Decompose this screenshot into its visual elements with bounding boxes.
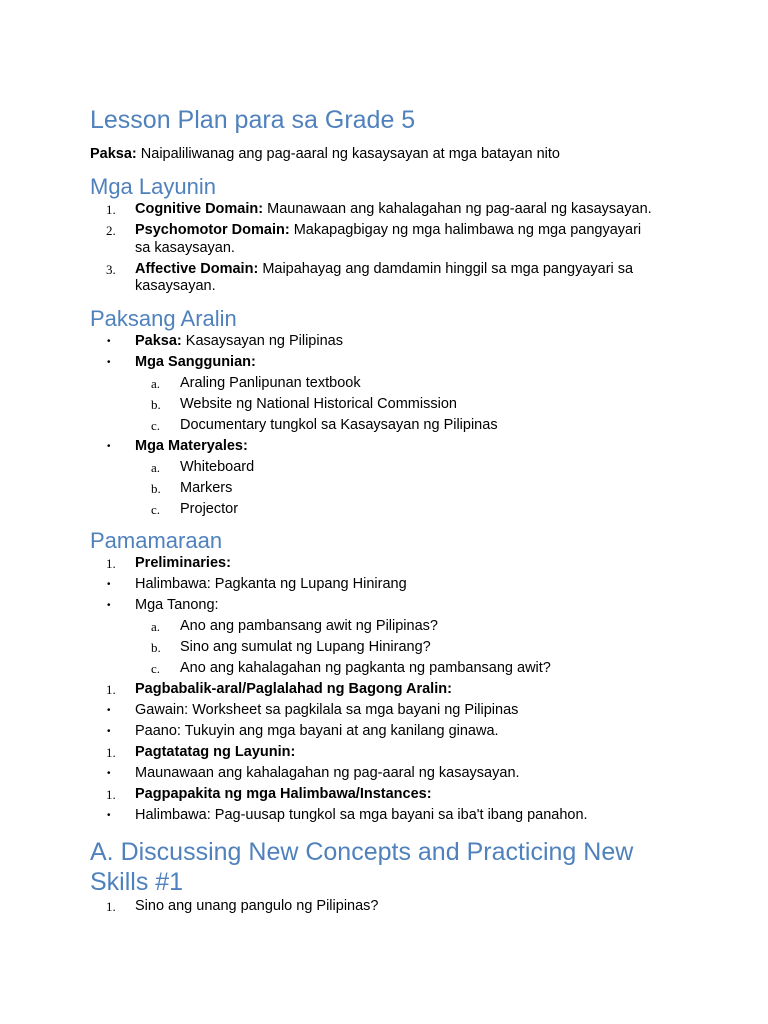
bullet-icon: • — [107, 356, 111, 368]
list-item — [90, 438, 690, 456]
item-text: Website ng National Historical Commission — [180, 395, 457, 412]
list-marker: a. — [151, 619, 161, 634]
list-marker: c. — [151, 661, 161, 676]
item-text: Markers — [180, 479, 233, 496]
item-label: Preliminaries: — [135, 555, 231, 571]
list-item — [90, 396, 690, 414]
list-item — [90, 480, 690, 498]
list-item — [90, 459, 690, 477]
item-text-continued: kasaysayan. — [135, 278, 216, 294]
paksa-text: Naipaliliwanag ang pag-aaral ng kasaysayan at mga batayan nito — [140, 146, 560, 162]
list-item — [90, 201, 690, 219]
list-marker: 1. — [106, 787, 116, 802]
bullet-icon: • — [107, 600, 111, 611]
list-marker: b. — [151, 640, 161, 655]
list-item — [90, 261, 690, 296]
paksa-label: Paksa: — [90, 146, 137, 162]
list-marker: 1. — [106, 898, 116, 914]
item-text: Maunawaan ang kahalagahan ng pag-aaral ng kasaysayan. — [135, 765, 520, 781]
discussing-heading-line2: Skills #1 — [90, 867, 184, 896]
bullet-icon: • — [107, 726, 111, 737]
list-marker: c. — [151, 501, 161, 517]
list-marker: 3. — [106, 261, 116, 277]
list-marker: 1. — [106, 682, 116, 697]
item-text: Maunawaan ang kahalagahan ng pag-aaral ng kasaysayan. — [267, 201, 652, 217]
item-label: Mga Sanggunian: — [135, 353, 256, 370]
list-item — [90, 681, 690, 699]
item-label: Pagpapakita ng mga Halimbawa/Instances: — [135, 786, 432, 802]
item-text: Maipahayag ang damdamin hinggil sa mga pangyayari sa — [262, 260, 634, 277]
item-text: Sino ang unang pangulo ng Pilipinas? — [135, 897, 379, 914]
bullet-icon: • — [107, 579, 111, 590]
list-item — [90, 354, 690, 372]
discussing-heading-line1: A. Discussing New Concepts and Practicing New — [90, 837, 634, 866]
bullet-icon: • — [107, 810, 111, 821]
list-marker: 1. — [106, 202, 116, 217]
list-item — [90, 702, 690, 720]
item-text: Ano ang kahalagahan ng pagkanta ng pambansang awit? — [180, 660, 551, 676]
list-marker: a. — [151, 375, 161, 391]
discussing-heading — [90, 837, 690, 897]
item-text: Gawain: Worksheet sa pagkilala sa mga bayani ng Pilipinas — [135, 702, 519, 718]
item-text: Ano ang pambansang awit ng Pilipinas? — [180, 618, 438, 634]
bullet-icon: • — [107, 440, 111, 452]
item-text: Documentary tungkol sa Kasaysayan ng Pilipinas — [180, 416, 498, 433]
item-text: Makapagbigay ng mga halimbawa ng mga pangyayari — [293, 222, 642, 238]
list-item — [90, 660, 690, 678]
list-item — [90, 417, 690, 435]
list-marker: a. — [151, 459, 161, 475]
bullet-icon: • — [107, 768, 111, 779]
list-item — [90, 807, 690, 825]
list-item — [90, 597, 690, 615]
item-text: Projector — [180, 500, 239, 517]
list-item — [90, 222, 690, 257]
list-marker: b. — [151, 396, 161, 412]
list-item — [90, 555, 690, 573]
item-text: Whiteboard — [180, 458, 255, 475]
item-text: Halimbawa: Pag-uusap tungkol sa mga bayani sa iba't ibang panahon. — [135, 807, 588, 823]
list-item — [90, 333, 690, 351]
paksang-aralin-heading: Paksang Aralin — [90, 305, 237, 331]
item-label: Psychomotor Domain: — [135, 222, 290, 238]
document-page — [90, 105, 690, 915]
list-item — [90, 723, 690, 741]
list-item — [90, 618, 690, 636]
list-item — [90, 898, 690, 916]
item-label: Mga Materyales: — [135, 437, 248, 454]
list-marker: b. — [151, 480, 161, 496]
item-text: Sino ang sumulat ng Lupang Hinirang? — [180, 639, 431, 655]
list-marker: 2. — [106, 223, 116, 238]
list-item — [90, 639, 690, 657]
item-text: Mga Tanong: — [135, 597, 219, 613]
item-label: Affective Domain: — [135, 260, 259, 277]
item-text: Kasaysayan ng Pilipinas — [185, 332, 343, 349]
page-title: Lesson Plan para sa Grade 5 — [90, 106, 416, 134]
list-marker: c. — [151, 417, 161, 433]
item-text: Araling Panlipunan textbook — [180, 374, 361, 391]
list-item — [90, 576, 690, 594]
item-label: Cognitive Domain: — [135, 201, 264, 217]
layunin-heading: Mga Layunin — [90, 174, 216, 199]
list-item — [90, 765, 690, 783]
paksa-line — [90, 145, 690, 164]
list-marker: 1. — [106, 556, 116, 571]
item-label: Pagtatatag ng Layunin: — [135, 744, 296, 760]
list-item — [90, 786, 690, 804]
bullet-icon: • — [107, 705, 111, 716]
list-item — [90, 501, 690, 519]
bullet-icon: • — [107, 335, 111, 347]
list-item — [90, 744, 690, 762]
item-label: Paksa: — [135, 332, 182, 349]
item-label: Pagbabalik-aral/Paglalahad ng Bagong Aralin: — [135, 681, 452, 697]
list-item — [90, 375, 690, 393]
item-text: Paano: Tukuyin ang mga bayani at ang kanilang ginawa. — [135, 723, 499, 739]
item-text-continued: sa kasaysayan. — [135, 239, 235, 256]
pamamaraan-heading: Pamamaraan — [90, 528, 223, 553]
item-text: Halimbawa: Pagkanta ng Lupang Hinirang — [135, 576, 407, 592]
list-marker: 1. — [106, 745, 116, 760]
